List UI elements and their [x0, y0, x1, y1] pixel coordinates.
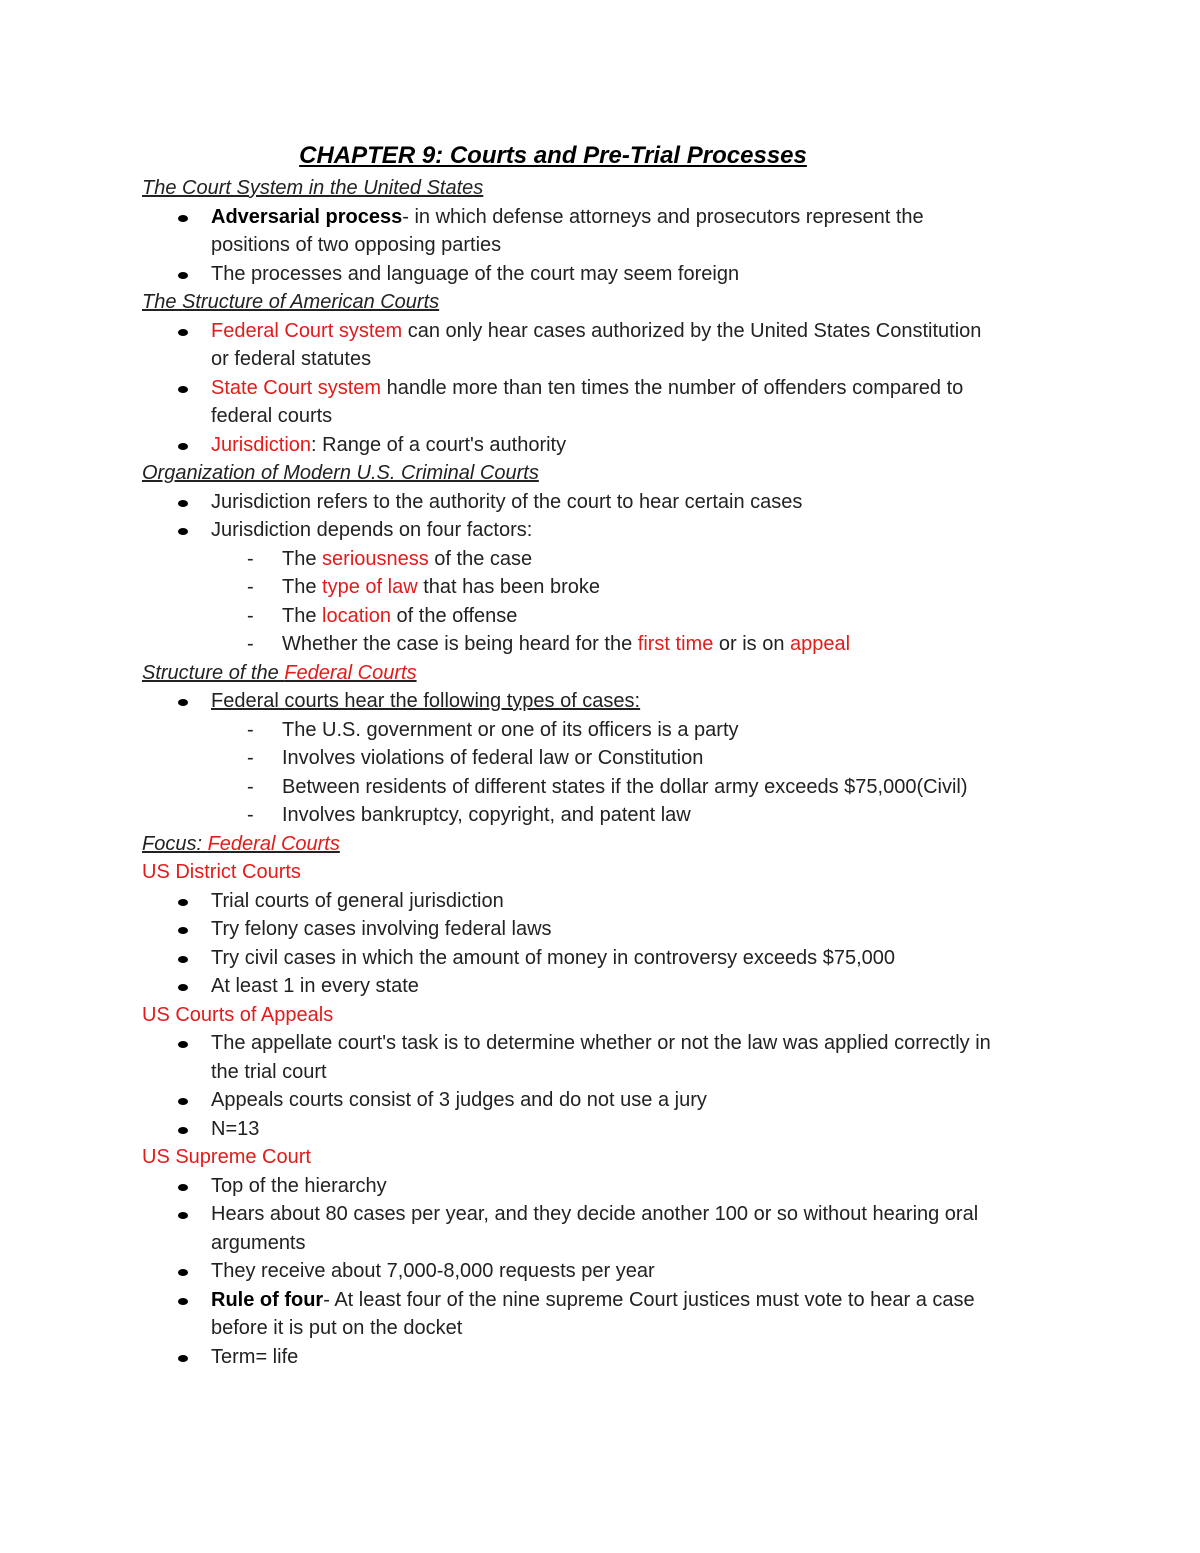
list-item-continuation: or federal statutes — [211, 348, 372, 370]
page-title: CHAPTER 9: Courts and Pre-Trial Processes — [299, 142, 807, 169]
section-heading-federal-structure: Structure of the Federal Courts — [142, 661, 417, 684]
list-item: The appellate court's task is to determine whether or not the law was applied correctly in — [142, 1029, 1062, 1058]
bullet-icon — [178, 1212, 188, 1219]
list-item: Jurisdiction depends on four factors: — [142, 516, 1062, 545]
bullet-icon — [178, 956, 188, 963]
bullet-icon — [178, 215, 188, 222]
sub-list-item: - The seriousness of the case — [142, 545, 1062, 574]
list-item: The processes and language of the court may seem foreign — [142, 260, 1062, 289]
sub-list-item: - Involves bankruptcy, copyright, and patent law — [142, 801, 1062, 830]
bullet-icon — [178, 1127, 188, 1134]
bullet-icon — [178, 272, 188, 279]
subheading-supreme-court: US Supreme Court — [142, 1146, 311, 1168]
sub-list-item: - Whether the case is being heard for the first time or is on appeal — [142, 630, 1062, 659]
sub-list-item: - The location of the offense — [142, 602, 1062, 631]
list-item-continuation: before it is put on the docket — [211, 1317, 463, 1339]
bullet-icon — [178, 927, 188, 934]
sub-list-item: - The U.S. government or one of its officers is a party — [142, 716, 1062, 745]
list-item: At least 1 in every state — [142, 972, 1062, 1001]
list-item: Rule of four- At least four of the nine supreme Court justices must vote to hear a case — [142, 1286, 1062, 1315]
list-item: State Court system handle more than ten times the number of offenders compared to — [142, 374, 1062, 403]
list-item-continuation: arguments — [211, 1231, 306, 1254]
list-item: Try civil cases in which the amount of money in controversy exceeds $75,000 — [142, 944, 1062, 973]
bullet-icon — [178, 699, 188, 706]
section-heading-structure: The Structure of American Courts — [142, 291, 440, 313]
list-item-continuation: positions of two opposing parties — [211, 234, 502, 256]
section-heading-court-system: The Court System in the United States — [142, 177, 484, 199]
list-item-continuation: federal courts — [211, 405, 333, 427]
dash-icon: - — [247, 576, 254, 598]
bullet-icon — [178, 899, 188, 906]
sub-list-item: - Between residents of different states if the dollar army exceeds $75,000(Civil) — [142, 773, 1062, 802]
list-item: Adversarial process- in which defense attorneys and prosecutors represent the — [142, 203, 1062, 232]
dash-icon: - — [247, 718, 254, 741]
bullet-icon — [178, 329, 188, 336]
dash-icon: - — [247, 747, 254, 769]
list-item: Federal courts hear the following types of cases: — [142, 687, 1062, 716]
list-item: Try felony cases involving federal laws — [142, 915, 1062, 944]
bullet-icon — [178, 386, 188, 393]
bullet-icon — [178, 1098, 188, 1105]
bullet-icon — [178, 500, 188, 507]
dash-icon: - — [247, 633, 254, 655]
section-heading-focus: Focus: Federal Courts — [142, 832, 340, 855]
list-item: Jurisdiction: Range of a court's authority — [142, 431, 1062, 460]
list-item: Jurisdiction refers to the authority of the court to hear certain cases — [142, 488, 1062, 517]
section-heading-organization: Organization of Modern U.S. Criminal Courts — [142, 462, 539, 484]
list-item-continuation: the trial court — [211, 1060, 327, 1083]
bullet-icon — [178, 1355, 188, 1362]
dash-icon: - — [247, 604, 254, 627]
sub-list-item: - Involves violations of federal law or Constitution — [142, 744, 1062, 773]
subheading-courts-of-appeals: US Courts of Appeals — [142, 1003, 334, 1026]
bullet-icon — [178, 984, 188, 991]
bullet-icon — [178, 1184, 188, 1191]
list-item: Appeals courts consist of 3 judges and do not use a jury — [142, 1086, 1062, 1115]
bullet-icon — [178, 1041, 188, 1048]
list-item: Trial courts of general jurisdiction — [142, 887, 1062, 916]
bullet-icon — [178, 528, 188, 535]
list-item: Term= life — [142, 1343, 1062, 1372]
bullet-icon — [178, 443, 188, 450]
notes-content — [142, 174, 1062, 1371]
bullet-icon — [178, 1298, 188, 1305]
list-item: They receive about 7,000-8,000 requests per year — [142, 1257, 1062, 1286]
dash-icon: - — [247, 775, 254, 798]
subheading-district-courts: US District Courts — [142, 861, 301, 883]
list-item: N=13 — [142, 1115, 1062, 1144]
bullet-icon — [178, 1269, 188, 1276]
sub-list-item: - The type of law that has been broke — [142, 573, 1062, 602]
dash-icon: - — [247, 547, 254, 570]
list-item: Federal Court system can only hear cases authorized by the United States Constitution — [142, 317, 1062, 346]
list-item: Top of the hierarchy — [142, 1172, 1062, 1201]
dash-icon: - — [247, 804, 254, 826]
list-item: Hears about 80 cases per year, and they decide another 100 or so without hearing oral — [142, 1200, 1062, 1229]
